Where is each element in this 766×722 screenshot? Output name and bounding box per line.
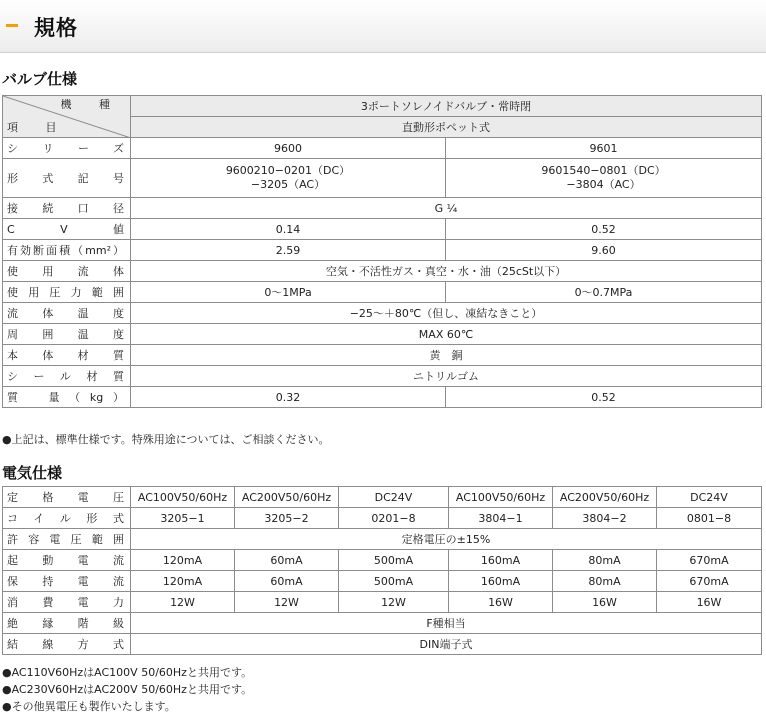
row-value: 12W [131, 592, 235, 613]
row-value: 3205−1 [131, 508, 235, 529]
electric-notes [2, 664, 252, 715]
row-value: AC200V50/60Hz [235, 487, 339, 508]
row-label: 本体材質 [3, 345, 131, 366]
valve-row [3, 345, 762, 366]
row-value: 12W [235, 592, 339, 613]
row-value-b: 9601540−0801（DC） −3804（AC） [446, 159, 762, 198]
row-value: 60mA [235, 550, 339, 571]
row-label: C V 値 [3, 219, 131, 240]
row-value: 12W [339, 592, 449, 613]
row-value: 3205−2 [235, 508, 339, 529]
row-value: AC200V50/60Hz [553, 487, 657, 508]
row-label: 結線方式 [3, 634, 131, 655]
row-value: AC100V50/60Hz [449, 487, 553, 508]
row-value: DC24V [339, 487, 449, 508]
page-header [0, 0, 766, 53]
row-label: シール材質 [3, 366, 131, 387]
row-label: 有効断面積（mm²） [3, 240, 131, 261]
electric-note: ●その他異電圧も製作いたします。 [2, 700, 176, 713]
valve-row [3, 240, 762, 261]
row-label: シリーズ [3, 138, 131, 159]
row-value-b: 9601 [446, 138, 762, 159]
electric-row [3, 508, 762, 529]
electric-row [3, 634, 762, 655]
row-label: 起動電流 [3, 550, 131, 571]
row-value-b: 0.52 [446, 219, 762, 240]
row-value: 500mA [339, 571, 449, 592]
row-value: 670mA [657, 550, 762, 571]
row-label: 形式記号 [3, 159, 131, 198]
row-value: 60mA [235, 571, 339, 592]
row-value: AC100V50/60Hz [131, 487, 235, 508]
row-value: 3804−1 [449, 508, 553, 529]
row-value: 16W [449, 592, 553, 613]
row-value: 160mA [449, 571, 553, 592]
row-value-a: 9600 [131, 138, 446, 159]
row-value: 80mA [553, 550, 657, 571]
row-label: 接続口径 [3, 198, 131, 219]
header-diagonal-cell [3, 96, 131, 138]
valve-row [3, 138, 762, 159]
electric-row [3, 550, 762, 571]
row-value: F種相当 [131, 613, 762, 634]
row-label: 流体温度 [3, 303, 131, 324]
row-value: 定格電圧の±15% [131, 529, 762, 550]
row-value: 16W [553, 592, 657, 613]
valve-row [3, 282, 762, 303]
row-value: 空気・不活性ガス・真空・水・油（25cSt以下） [131, 261, 762, 282]
row-value: 120mA [131, 550, 235, 571]
valve-row [3, 198, 762, 219]
row-value-b: 9.60 [446, 240, 762, 261]
row-value: 黄 銅 [131, 345, 762, 366]
row-label: 消費電力 [3, 592, 131, 613]
row-value-b: 0.52 [446, 387, 762, 408]
row-label: 絶縁階級 [3, 613, 131, 634]
row-value: ニトリルゴム [131, 366, 762, 387]
row-value: 120mA [131, 571, 235, 592]
row-value-b: 0〜0.7MPa [446, 282, 762, 303]
row-value: 160mA [449, 550, 553, 571]
row-label: 周囲温度 [3, 324, 131, 345]
electric-note: ●AC110V60HzはAC100V 50/60Hzと共用です。 [2, 666, 253, 679]
row-value-a: 2.59 [131, 240, 446, 261]
electric-spec-title: 電気仕様 [2, 464, 63, 482]
row-value: 500mA [339, 550, 449, 571]
valve-row [3, 219, 762, 240]
row-label: 許容電圧範囲 [3, 529, 131, 550]
row-label: 使用流体 [3, 261, 131, 282]
valve-type-cell: 直動形ポペット式 [131, 117, 762, 138]
accent-bar [6, 24, 18, 27]
row-value-a: 9600210−0201（DC） −3205（AC） [131, 159, 446, 198]
row-value: 0201−8 [339, 508, 449, 529]
electric-spec-table [2, 486, 762, 655]
electric-row [3, 529, 762, 550]
electric-row [3, 487, 762, 508]
row-value: DIN端子式 [131, 634, 762, 655]
valve-row [3, 387, 762, 408]
page-title: 規格 [34, 16, 78, 40]
valve-row [3, 159, 762, 198]
valve-row [3, 261, 762, 282]
row-value: 80mA [553, 571, 657, 592]
row-value: 3804−2 [553, 508, 657, 529]
electric-row [3, 571, 762, 592]
header-item-label: 項 目 [7, 121, 69, 134]
model-name-cell: 3ポートソレノイドバルブ・常時閉 [131, 96, 762, 117]
row-value-a: 0.14 [131, 219, 446, 240]
row-value: DC24V [657, 487, 762, 508]
row-label: 保持電流 [3, 571, 131, 592]
row-value: 670mA [657, 571, 762, 592]
electric-row [3, 592, 762, 613]
valve-row [3, 303, 762, 324]
row-value: 0801−8 [657, 508, 762, 529]
row-value: G ¼ [131, 198, 762, 219]
row-value-a: 0〜1MPa [131, 282, 446, 303]
valve-row [3, 324, 762, 345]
row-value-a: 0.32 [131, 387, 446, 408]
electric-note: ●AC230V60HzはAC200V 50/60Hzと共用です。 [2, 683, 253, 696]
valve-row [3, 366, 762, 387]
row-label: コイル形式 [3, 508, 131, 529]
valve-spec-table [2, 95, 762, 408]
valve-note: ●上記は、標準仕様です。特殊用途については、ご相談ください。 [2, 433, 330, 446]
row-value: MAX 60℃ [131, 324, 762, 345]
row-label: 定格電圧 [3, 487, 131, 508]
row-label: 質 量（kg） [3, 387, 131, 408]
electric-row [3, 613, 762, 634]
row-value: 16W [657, 592, 762, 613]
header-model-label: 機 種 [60, 98, 122, 111]
row-label: 使用圧力範囲 [3, 282, 131, 303]
row-value: −25〜＋80℃（但し、凍結なきこと） [131, 303, 762, 324]
valve-spec-title: バルブ仕様 [2, 70, 78, 88]
